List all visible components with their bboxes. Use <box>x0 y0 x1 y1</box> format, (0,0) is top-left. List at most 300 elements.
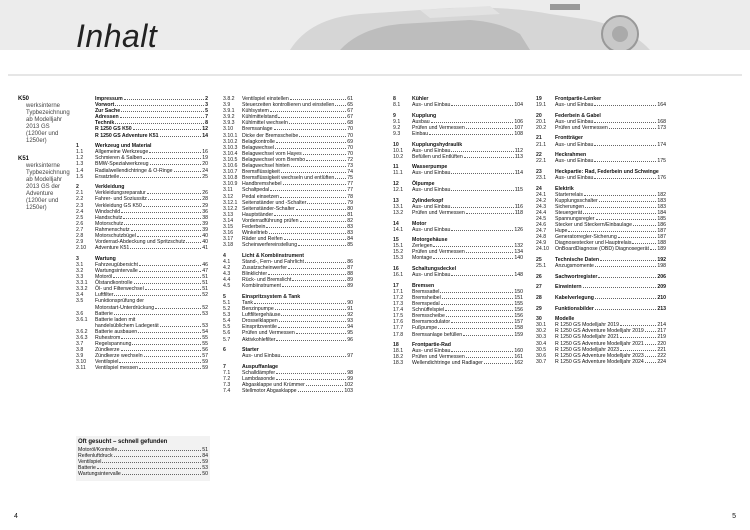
toc-page: 151 <box>514 294 523 301</box>
toc-title: Aus- und Einbau <box>555 102 594 109</box>
toc-leader <box>160 326 201 327</box>
toc-number: 24.4 <box>536 209 547 216</box>
toc-page: 213 <box>657 305 666 312</box>
toc-column-4 <box>536 96 666 369</box>
toc-number: 25.1 <box>536 263 547 270</box>
toc-number: 7.1 <box>223 369 231 376</box>
toc-leader <box>596 219 657 220</box>
toc-number: 24.8 <box>536 234 547 241</box>
toc-title: Verkleidung GS K50 <box>95 202 142 209</box>
toc-leader <box>275 309 346 310</box>
toc-number: 8 <box>393 96 396 102</box>
toc-page: 187 <box>657 234 666 241</box>
toc-number: 24.5 <box>536 216 547 222</box>
toc-entry <box>393 255 523 261</box>
toc-title: Regelspannung <box>95 341 132 348</box>
toc-title: Zylinderkopf <box>412 197 444 204</box>
toc-leader <box>122 474 201 475</box>
toc-number: 3.10.9 <box>223 181 238 188</box>
toc-leader <box>433 246 513 247</box>
toc-leader <box>433 258 513 259</box>
toc-number: 1 <box>76 143 79 150</box>
toc-page: 157 <box>514 319 523 326</box>
toc-title: Kombiinstrument <box>242 283 281 290</box>
toc-leader <box>594 122 656 123</box>
toc-title: Prüfen und Vermessen <box>412 124 465 131</box>
toc-number: 3.10.5 <box>223 156 238 163</box>
toc-leader <box>121 338 201 339</box>
toc-leader <box>113 277 201 278</box>
toc-leader <box>275 148 346 149</box>
toc-page: 198 <box>657 263 666 270</box>
toc-number: 2.3 <box>76 202 84 209</box>
toc-leader <box>120 117 204 118</box>
toc-entry <box>393 227 523 233</box>
toc-page: 77 <box>347 181 353 188</box>
toc-number: 4.1 <box>223 258 231 265</box>
toc-leader <box>281 315 346 316</box>
toc-number: 7.3 <box>223 382 231 389</box>
toc-title: Tank <box>242 300 253 306</box>
toc-title: Befüllen und Entlüften <box>412 153 463 160</box>
toc-page: 29 <box>202 202 208 209</box>
toc-entry <box>393 102 523 108</box>
toc-page: 87 <box>347 265 353 272</box>
toc-title: Luftfiltergehäuse <box>242 312 281 319</box>
toc-page: 2 <box>205 96 208 102</box>
toc-leader <box>440 292 513 293</box>
toc-leader <box>280 197 346 198</box>
toc-title: Adressen <box>95 114 119 121</box>
toc-number: 2.1 <box>76 190 84 197</box>
toc-number: 24.9 <box>536 240 547 247</box>
toc-number: 24.6 <box>536 222 547 229</box>
toc-number: 9.1 <box>393 118 401 125</box>
toc-leader <box>138 332 201 333</box>
toc-section <box>223 364 353 394</box>
toc-leader <box>115 105 204 106</box>
toc-entry <box>393 154 523 160</box>
toc-number: 29 <box>536 305 542 312</box>
toc-title: Frontträger <box>555 135 583 142</box>
toc-leader <box>431 122 514 123</box>
toc-page: 106 <box>514 118 523 125</box>
toc-title: Benzinpumpe <box>242 306 274 313</box>
toc-title: Zur Sache <box>95 108 121 115</box>
toc-title: Seitenständer-Schalter <box>242 205 295 212</box>
toc-title: Batterie laden mit <box>95 316 136 323</box>
toc-title: Aus- und Einbau <box>555 118 594 125</box>
toc-page: 214 <box>657 322 666 329</box>
toc-page: 140 <box>514 255 523 262</box>
toc-number: 3.8 <box>76 347 84 354</box>
toc-page: 183 <box>657 197 666 204</box>
toc-page: 118 <box>514 209 523 216</box>
toc-page: 39 <box>202 226 208 233</box>
toc-title: Stecker und Steckern/Einbaulage <box>555 222 632 229</box>
toc-title: Aus- und Einbau <box>242 353 281 360</box>
toc-section <box>223 347 353 359</box>
quick-find-box <box>76 436 210 481</box>
quick-find-title: Oft gesucht – schnell gefunden <box>78 439 168 445</box>
toc-title: Verkleidungsreparatur <box>95 190 146 197</box>
toc-number: 1.2 <box>76 155 84 162</box>
toc-leader <box>121 212 201 213</box>
toc-title: Frontpartie-Rad <box>412 342 451 349</box>
toc-title: Zerlegen <box>412 243 433 250</box>
toc-number: 2.2 <box>76 196 84 203</box>
toc-leader <box>451 190 513 191</box>
toc-section <box>393 181 523 193</box>
toc-number: 5.6 <box>223 330 231 337</box>
toc-number: 9 <box>393 112 396 119</box>
toc-title: Licht & Kombiinstrument <box>242 252 304 259</box>
toc-number: 10 <box>393 141 399 148</box>
toc-leader <box>451 351 513 352</box>
toc-title: Rahmenschutz <box>95 226 130 233</box>
toc-number: 3.6 <box>76 310 84 317</box>
toc-page: 94 <box>347 324 353 331</box>
toc-title: Prüfen und Vermessen <box>412 209 465 216</box>
toc-title: Stellmotor Abgasklappe <box>242 388 297 395</box>
toc-page: 83 <box>347 230 353 237</box>
toc-section <box>393 113 523 137</box>
toc-leader <box>299 136 346 137</box>
toc-number: 3.12.1 <box>223 199 238 206</box>
toc-column-1 <box>76 96 208 376</box>
toc-number: 3.6.3 <box>76 334 88 341</box>
toc-page: 24 <box>202 167 208 174</box>
toc-page: 40 <box>202 239 208 246</box>
toc-leader <box>282 286 346 287</box>
toc-title: Belagwechsel vorn Brembo <box>242 156 306 163</box>
toc-title: Bremsflüssigkeit <box>242 169 280 176</box>
toc-number: 17.7 <box>393 325 404 332</box>
toc-page: 55 <box>202 334 208 341</box>
side-note-line: (1200er und <box>26 198 59 204</box>
toc-page: 185 <box>657 216 666 222</box>
toc-page: 221 <box>657 346 666 353</box>
side-note-line: Adventure <box>26 191 54 197</box>
toc-page: 161 <box>514 354 523 361</box>
toc-leader <box>645 331 657 332</box>
toc-page: 68 <box>347 120 353 127</box>
toc-title: Starter <box>242 347 259 354</box>
toc-leader <box>268 274 346 275</box>
toc-page: 156 <box>514 307 523 314</box>
toc-title: Bremsscheibe <box>412 313 445 320</box>
toc-number: 13.1 <box>393 203 404 210</box>
quick-find-entry <box>78 471 208 477</box>
toc-title: Bremsen <box>412 282 435 289</box>
toc-number: 4 <box>223 252 226 259</box>
toc-number: 3.12 <box>223 193 234 200</box>
toc-leader <box>600 260 656 261</box>
quick-find-page: 84 <box>202 453 208 460</box>
toc-entry <box>393 210 523 216</box>
toc-leader <box>445 310 513 311</box>
toc-leader <box>121 111 204 112</box>
toc-title: Elektrik <box>555 185 574 192</box>
toc-leader <box>155 308 201 309</box>
toc-number: 9.2 <box>393 124 401 131</box>
toc-number: 3.12.2 <box>223 205 238 212</box>
toc-number: 8.1 <box>393 102 401 109</box>
toc-page: 217 <box>657 328 666 335</box>
toc-number: 3.10.6 <box>223 163 238 170</box>
toc-number: 2.5 <box>76 214 84 221</box>
toc-title: Kupplungsschalter <box>555 197 598 204</box>
toc-page: 36 <box>202 208 208 215</box>
toc-title: Ölpumpe <box>412 181 435 188</box>
toc-leader <box>451 322 513 323</box>
toc-page: 115 <box>514 187 523 194</box>
toc-leader <box>583 287 657 288</box>
toc-leader <box>139 368 201 369</box>
toc-page: 70 <box>347 144 353 151</box>
toc-leader <box>429 134 513 135</box>
toc-leader <box>114 314 201 315</box>
toc-title: Aus- und Einbau <box>412 226 451 233</box>
toc-page: 188 <box>657 240 666 247</box>
toc-page: 85 <box>347 242 353 249</box>
toc-number: 17.8 <box>393 331 404 338</box>
toc-title: Fahrer- und Soziussitz <box>95 196 147 203</box>
toc-page: 70 <box>347 126 353 133</box>
toc-title: Bremsanlage befüllen <box>412 331 463 338</box>
toc-number: 12 <box>393 181 399 188</box>
side-note-line: Typbezeichnung <box>26 110 70 116</box>
toc-number: 5.5 <box>223 324 231 331</box>
toc-leader <box>274 129 347 130</box>
toc-page: 12 <box>202 126 208 133</box>
toc-leader <box>276 379 346 380</box>
toc-title: Diagnosestecker und Hauptrelais <box>555 240 632 247</box>
toc-number: 30.1 <box>536 322 547 329</box>
toc-number: 17.5 <box>393 313 404 320</box>
toc-number: 3.13 <box>223 211 234 218</box>
toc-title: Kupplungshydraulik <box>412 141 463 148</box>
toc-page: 54 <box>202 328 208 335</box>
toc-number: 3.18 <box>223 242 234 249</box>
toc-title: Heckrahmen <box>555 152 587 159</box>
toc-leader <box>132 344 201 345</box>
side-note-desc <box>18 103 70 145</box>
toc-number: 3.1 <box>76 261 84 268</box>
toc-leader <box>145 289 201 290</box>
quick-find-label: Reifenluftdruck <box>78 453 113 460</box>
toc-leader <box>595 298 656 299</box>
toc-section <box>536 96 666 108</box>
toc-number: 1.4 <box>76 167 84 174</box>
toc-section <box>393 142 523 160</box>
toc-title: Vorderrad-Abdeckung und Spritzschutz <box>95 239 186 246</box>
toc-title: Motorgehäuse <box>412 237 448 244</box>
toc-number: 3.10.4 <box>223 150 238 157</box>
toc-page: 89 <box>347 283 353 290</box>
toc-page: 57 <box>202 353 208 360</box>
side-note-line: (1200er und <box>26 131 59 137</box>
toc-title: Technische Daten <box>555 257 600 264</box>
toc-number: 30.2 <box>536 328 547 335</box>
toc-entry <box>536 175 666 181</box>
toc-page: 158 <box>514 325 523 332</box>
toc-title: Stand-, Fern- und Fahrlicht <box>242 258 304 265</box>
toc-title: Aus- und Einbau <box>412 147 451 154</box>
toc-page: 220 <box>657 340 666 347</box>
toc-title: Scheinwerfereinstellung <box>242 242 298 249</box>
toc-entry <box>536 102 666 108</box>
toc-number: 30.7 <box>536 358 547 365</box>
toc-title: Rück- und Bremslicht <box>242 277 292 284</box>
toc-number: 30.6 <box>536 352 547 359</box>
toc-number: 15.3 <box>393 255 404 262</box>
toc-title: R 1250 GS Adventure Modelljahr 2021 <box>555 340 644 347</box>
toc-title: Heckpartie: Rad, Federbein und Schwinge <box>555 168 659 175</box>
toc-leader <box>137 236 201 237</box>
toc-leader <box>278 327 346 328</box>
toc-title: Einspritzsystem & Tank <box>242 293 301 300</box>
toc-page: 51 <box>202 280 208 287</box>
toc-title: Handbremshebel <box>242 181 282 188</box>
toc-number: 3.10.2 <box>223 138 238 145</box>
toc-leader <box>645 344 657 345</box>
toc-number: 4.2 <box>223 265 231 272</box>
toc-leader <box>149 152 201 153</box>
toc-number: 24.1 <box>536 191 547 198</box>
toc-page: 134 <box>514 249 523 256</box>
toc-page: 189 <box>657 246 666 253</box>
toc-number: 17.1 <box>393 288 404 295</box>
toc-section <box>536 306 666 312</box>
toc-title: Motorstart-Unterdrückung <box>95 304 155 311</box>
toc-number: 17.4 <box>393 307 404 314</box>
toc-title: Modelle <box>555 316 575 323</box>
toc-number: 3.4 <box>76 292 84 299</box>
toc-number: 3.15 <box>223 223 234 230</box>
toc-number: 10.1 <box>393 147 404 154</box>
toc-page: 65 <box>347 102 353 109</box>
toc-number: 16 <box>393 266 399 273</box>
toc-leader <box>451 230 513 231</box>
toc-leader <box>451 207 513 208</box>
toc-number: 3.16 <box>223 230 234 237</box>
toc-page: 20 <box>202 161 208 168</box>
toc-title: Bremsheibel <box>412 294 441 301</box>
toc-number: 11.1 <box>393 170 403 177</box>
toc-number: 23 <box>536 168 542 175</box>
toc-leader <box>584 195 656 196</box>
toc-page: 112 <box>514 147 523 154</box>
toc-page: 104 <box>514 102 523 109</box>
toc-page: 126 <box>514 226 523 233</box>
toc-section <box>76 184 208 251</box>
toc-page: 41 <box>202 245 208 252</box>
toc-title: Schaltungsdeckel <box>412 266 457 273</box>
toc-title: Handschutz <box>95 214 123 221</box>
side-note-line: werksinterne <box>26 163 61 169</box>
toc-number: 22 <box>536 152 542 159</box>
toc-leader <box>650 249 656 250</box>
toc-title: Kupplung <box>412 112 437 119</box>
toc-number: 5 <box>223 293 226 300</box>
toc-number: 3.6.2 <box>76 328 88 335</box>
toc-page: 98 <box>347 369 353 376</box>
side-note-k50 <box>18 96 70 145</box>
toc-page: 173 <box>657 124 666 131</box>
toc-title: Zusatzscheinwerfer <box>242 265 287 272</box>
toc-page: 174 <box>657 141 666 148</box>
toc-title: Windschild <box>95 208 121 215</box>
toc-page: 8 <box>205 120 208 127</box>
toc-leader <box>296 209 346 210</box>
toc-section <box>536 135 666 147</box>
toc-page: 51 <box>202 274 208 281</box>
toc-page: 53 <box>202 322 208 329</box>
toc-section <box>393 96 523 108</box>
toc-section <box>223 253 353 290</box>
toc-page: 83 <box>347 223 353 230</box>
toc-number: 11 <box>393 164 399 171</box>
toc-page: 155 <box>514 301 523 308</box>
toc-number: 20.2 <box>536 124 547 131</box>
toc-page: 116 <box>514 203 523 210</box>
toc-number: 14.1 <box>393 226 404 233</box>
toc-number: 14 <box>393 220 399 227</box>
toc-number: 18.2 <box>393 354 404 361</box>
toc-number: 28 <box>536 294 542 301</box>
toc-leader <box>594 145 656 146</box>
toc-title: Belagwechsel <box>242 144 275 151</box>
toc-page: 92 <box>347 312 353 319</box>
toc-leader <box>451 105 513 106</box>
toc-number: 2.7 <box>76 226 84 233</box>
toc-page: 150 <box>514 288 523 295</box>
toc-page: 93 <box>347 318 353 325</box>
toc-leader <box>618 237 657 238</box>
toc-number: 3.10.8 <box>223 175 238 182</box>
toc-title: Fahrzeugübersicht <box>95 261 138 268</box>
toc-section <box>393 342 523 366</box>
toc-title: R 1250 GS Adventure Modelljahr 2023 <box>555 352 644 359</box>
toc-entry <box>76 133 208 139</box>
toc-leader <box>278 117 346 118</box>
toc-title: Steuergerät <box>555 209 583 216</box>
toc-title: Motorschutzbügel <box>95 232 136 239</box>
toc-leader <box>298 391 344 392</box>
toc-leader <box>307 203 346 204</box>
toc-page: 103 <box>344 388 353 395</box>
toc-page: 74 <box>347 169 353 176</box>
toc-number: 3.11 <box>223 187 233 194</box>
toc-leader <box>279 321 346 322</box>
toc-title: Einwintern <box>555 284 582 291</box>
toc-title: Motoröl <box>95 274 113 281</box>
toc-leader <box>306 385 343 386</box>
toc-number: 4.5 <box>223 283 231 290</box>
toc-page: 75 <box>347 175 353 182</box>
toc-number: 3.9.3 <box>223 120 235 127</box>
toc-number: 3.10.3 <box>223 144 238 151</box>
toc-title: Ventilspiel messen <box>95 365 138 372</box>
toc-page: 81 <box>347 211 353 218</box>
toc-page: 56 <box>202 347 208 354</box>
toc-title: Luftfilter <box>95 292 114 299</box>
quick-find-label: Batterie <box>78 465 96 472</box>
toc-leader <box>595 309 656 310</box>
toc-page: 114 <box>514 170 523 177</box>
toc-page: 61 <box>347 96 353 102</box>
